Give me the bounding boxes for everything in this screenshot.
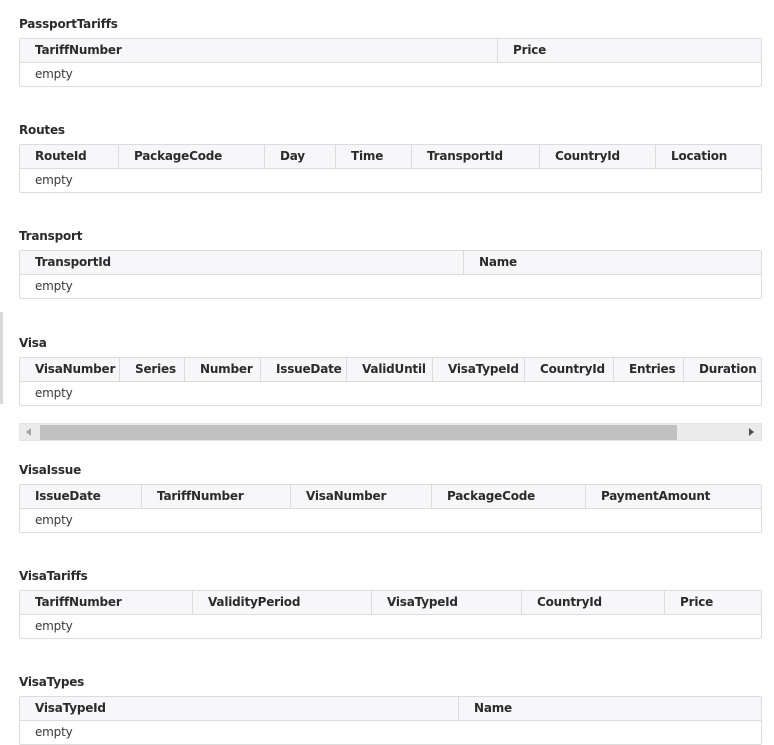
column-header-package-code[interactable]: PackageCode: [432, 485, 586, 508]
column-header-country-id[interactable]: CountryId: [525, 358, 614, 381]
section-title: VisaIssue: [19, 463, 82, 477]
section-routes: [19, 121, 762, 193]
section-title: Routes: [19, 123, 65, 137]
column-header-payment-amount[interactable]: PaymentAmount: [601, 489, 711, 503]
empty-row: empty: [35, 67, 73, 81]
section-visa-issue: [19, 461, 762, 533]
section-title: Visa: [19, 336, 47, 350]
table-transport: [19, 250, 762, 299]
column-header-validity-period[interactable]: ValidityPeriod: [193, 591, 372, 614]
table-header-row: [20, 145, 761, 169]
scrollbar-thumb[interactable]: [40, 425, 677, 440]
section-title: Transport: [19, 229, 83, 243]
empty-row: empty: [35, 173, 73, 187]
scroll-left-arrow-icon[interactable]: [26, 428, 31, 436]
column-header-route-id[interactable]: RouteId: [20, 145, 119, 168]
section-passport-tariffs: [19, 15, 762, 87]
column-header-visa-number[interactable]: VisaNumber: [291, 485, 432, 508]
column-header-name[interactable]: Name: [474, 701, 512, 715]
column-header-visa-number[interactable]: VisaNumber: [20, 358, 120, 381]
empty-row: empty: [35, 386, 73, 400]
table-visa-types: [19, 696, 762, 745]
table-header-row: [20, 591, 761, 615]
column-header-duration[interactable]: Duration: [699, 362, 757, 376]
empty-row: empty: [35, 513, 73, 527]
table-header-row: [20, 697, 761, 721]
column-header-country-id[interactable]: CountryId: [522, 591, 665, 614]
section-visa: [19, 334, 762, 406]
horizontal-scrollbar[interactable]: [19, 423, 762, 441]
column-header-package-code[interactable]: PackageCode: [119, 145, 265, 168]
scroll-right-arrow-icon[interactable]: [749, 428, 754, 436]
column-header-day[interactable]: Day: [265, 145, 336, 168]
column-header-time[interactable]: Time: [336, 145, 412, 168]
column-header-series[interactable]: Series: [120, 358, 185, 381]
column-header-issue-date[interactable]: IssueDate: [20, 485, 142, 508]
column-header-visa-type-id[interactable]: VisaTypeId: [372, 591, 522, 614]
column-header-tariff-number[interactable]: TariffNumber: [20, 39, 498, 62]
column-header-country-id[interactable]: CountryId: [540, 145, 656, 168]
column-header-transport-id[interactable]: TransportId: [20, 251, 464, 274]
table-routes: [19, 144, 762, 193]
section-title: VisaTypes: [19, 675, 85, 689]
table-header-row: [20, 251, 761, 275]
table-header-row: [20, 39, 761, 63]
column-header-price[interactable]: Price: [680, 595, 714, 609]
column-header-issue-date[interactable]: IssueDate: [261, 358, 347, 381]
empty-row: empty: [35, 619, 73, 633]
column-header-valid-until[interactable]: ValidUntil: [347, 358, 433, 381]
column-header-transport-id[interactable]: TransportId: [412, 145, 540, 168]
section-visa-types: [19, 673, 762, 745]
column-header-tariff-number[interactable]: TariffNumber: [142, 485, 291, 508]
left-panel-edge: [0, 312, 3, 404]
empty-row: empty: [35, 279, 73, 293]
column-header-entries[interactable]: Entries: [614, 358, 684, 381]
table-passport-tariffs: [19, 38, 762, 87]
section-visa-tariffs: [19, 567, 762, 639]
column-header-name[interactable]: Name: [479, 255, 517, 269]
column-header-tariff-number[interactable]: TariffNumber: [20, 591, 193, 614]
table-header-row: [20, 358, 761, 382]
table-visa-tariffs: [19, 590, 762, 639]
table-visa-issue: [19, 484, 762, 533]
column-header-visa-type-id[interactable]: VisaTypeId: [20, 697, 459, 720]
column-header-location[interactable]: Location: [671, 149, 728, 163]
table-header-row: [20, 485, 761, 509]
column-header-number[interactable]: Number: [185, 358, 261, 381]
column-header-price[interactable]: Price: [513, 43, 547, 57]
table-visa: [19, 357, 762, 406]
column-header-visa-type-id[interactable]: VisaTypeId: [433, 358, 525, 381]
section-title: VisaTariffs: [19, 569, 88, 583]
section-transport: [19, 227, 762, 299]
section-title: PassportTariffs: [19, 17, 118, 31]
empty-row: empty: [35, 725, 73, 739]
